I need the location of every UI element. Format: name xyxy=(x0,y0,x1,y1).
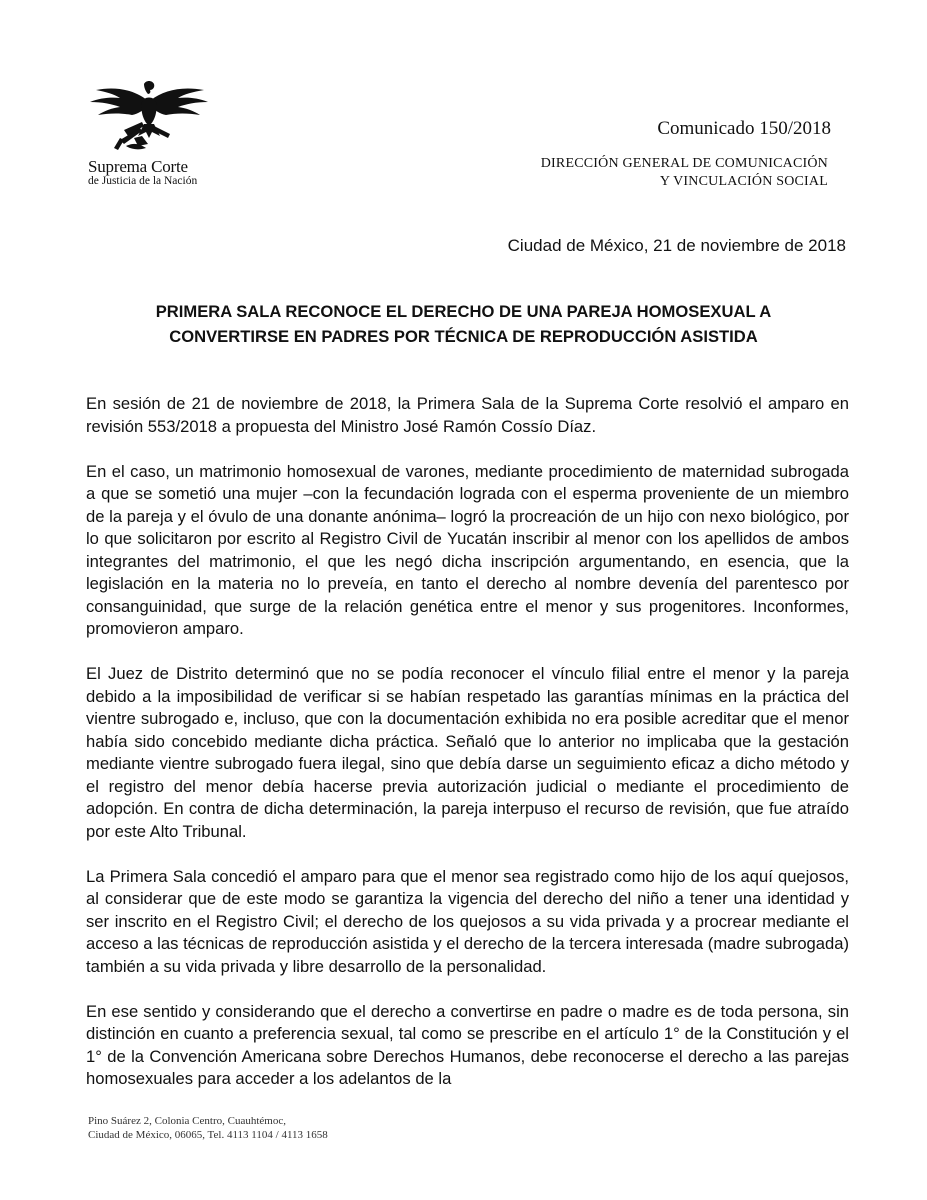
department-line-1: DIRECCIÓN GENERAL DE COMUNICACIÓN xyxy=(540,156,828,171)
scjn-logo xyxy=(84,78,214,193)
paragraph: En el caso, un matrimonio homosexual de varones, mediante procedimiento de maternidad subrogada a que se sometió una mujer –con la fecundación lograda con el esperma proveniente de un miembro de la pareja y el óvulo de una donante anónima– logró la procreación de un hijo con nexo biológico, por lo que solicitaron por escrito al Registro Civil de Yucatán inscribir al menor con los apellidos de ambos integrantes del matrimonio, el que les negó dicha inscripción argumentando, en esencia, que la legislación en la materia no lo preveía, en tanto el derecho al nombre devenía del parentesco por consanguinidad, que surge de la relación genética entre el menor y sus progenitores. Inconformes, promovieron amparo. xyxy=(86,461,849,638)
paragraph: En sesión de 21 de noviembre de 2018, la Primera Sala de la Suprema Corte resolvió el amparo en revisión 553/2018 a propuesta del Ministro José Ramón Cossío Díaz. xyxy=(86,394,849,436)
footer-address xyxy=(88,1115,328,1142)
eagle-emblem-icon xyxy=(84,78,214,158)
paragraph: El Juez de Distrito determinó que no se podía reconocer el vínculo filial entre el menor y la pareja debido a la imposibilidad de verificar si se habían respetado las garantías mínimas en la práctica del vientre subrogado e, incluso, que con la documentación exhibida no era posible acreditar que el menor había sido concebido mediante dicha práctica. Señaló que lo anterior no implicaba que la gestación mediante vientre subrogado fuera ilegal, sino que debía darse un seguimiento eficaz a dicho método y el registro del menor debía hacerse previa autorización judicial o mediante el procedimiento de adopción. En contra de dicha determinación, la pareja interpuso el recurso de revisión, que fue atraído por este Alto Tribunal. xyxy=(86,664,849,841)
department-line-2: Y VINCULACIÓN SOCIAL xyxy=(659,173,828,189)
headline-line-2: CONVERTIRSE EN PADRES POR TÉCNICA DE REPRODUCCIÓN ASISTIDA xyxy=(169,326,758,346)
body-text xyxy=(86,393,849,1113)
paragraph: La Primera Sala concedió el amparo para que el menor sea registrado como hijo de los aquí quejosos, al considerar que de este modo se garantiza la vigencia del derecho del niño a tener una identidad y ser inscrito en el Registro Civil; el derecho de los quejosos a su vida privada y a procrear mediante el acceso a las técnicas de reproducción asistida y el derecho de la tercera interesada (madre subrogada) también a su vida privada y libre desarrollo de la personalidad. xyxy=(86,866,849,976)
department-name xyxy=(541,155,828,190)
footer-line-2: Ciudad de México, 06065, Tel. 4113 1104 / 4113 1658 xyxy=(88,1128,328,1141)
date-line: Ciudad de México, 21 de noviembre de 2018 xyxy=(507,236,846,255)
footer-line-1: Pino Suárez 2, Colonia Centro, Cuauhtémoc, xyxy=(88,1115,286,1127)
communique-number: Comunicado 150/2018 xyxy=(657,118,831,139)
paragraph: En ese sentido y considerando que el derecho a convertirse en padre o madre es de toda persona, sin distinción en cuanto a preferencia sexual, tal como se prescribe en el artículo 1° de la Constitución y el 1° de la Convención Americana sobre Derechos Humanos, debe reconocerse el derecho a las parejas homosexuales para acceder a los adelantos de la xyxy=(86,1001,849,1088)
headline xyxy=(86,300,841,349)
headline-line-1: PRIMERA SALA RECONOCE EL DERECHO DE UNA PAREJA HOMOSEXUAL A xyxy=(155,302,772,321)
logo-subtitle: de Justicia de la Nación xyxy=(88,175,198,187)
logo-name: Suprema Corte xyxy=(88,157,188,176)
